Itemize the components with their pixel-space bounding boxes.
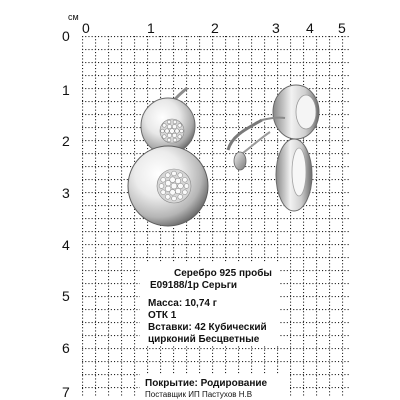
product-footer xyxy=(145,378,375,400)
ruler-top-2: 2 xyxy=(211,20,219,36)
ruler-left-2: 2 xyxy=(62,133,70,149)
cz-stones-bottom xyxy=(157,169,191,203)
cz-stones-top xyxy=(160,119,184,143)
product-code: E09188/1р Серьги xyxy=(150,280,238,291)
ruler-left-3: 3 xyxy=(62,185,70,201)
product-mass: Масса: 10,74 г xyxy=(148,298,217,309)
product-inserts-line-2: цирконий Бесцветные xyxy=(148,334,260,345)
product-supplier: Поставщик ИП Пастухов Н.В xyxy=(145,390,253,399)
ruler-left-6: 6 xyxy=(62,340,70,356)
ruler-unit-label: см xyxy=(68,12,79,22)
ruler-top-0: 0 xyxy=(82,20,90,36)
ruler-left-0: 0 xyxy=(62,28,70,44)
product-inserts-line-1: Вставки: 42 Кубический xyxy=(148,322,267,333)
ruler-left-7: 7 xyxy=(62,384,70,400)
product-info xyxy=(148,268,348,346)
ruler-left-1: 1 xyxy=(62,82,70,98)
ruler-top-4: 4 xyxy=(306,20,314,36)
ruler-top-5: 5 xyxy=(338,20,346,36)
product-otk: ОТК 1 xyxy=(148,310,177,321)
product-title: Серебро 925 пробы xyxy=(174,268,272,279)
earring-side xyxy=(228,85,319,211)
earring-front xyxy=(128,88,208,226)
product-coating: Покрытие: Родирование xyxy=(145,378,268,389)
ruler-top-1: 1 xyxy=(147,20,155,36)
ruler-top-3: 3 xyxy=(272,20,280,36)
ruler-left-4: 4 xyxy=(62,237,70,253)
ruler-left-5: 5 xyxy=(62,288,70,304)
